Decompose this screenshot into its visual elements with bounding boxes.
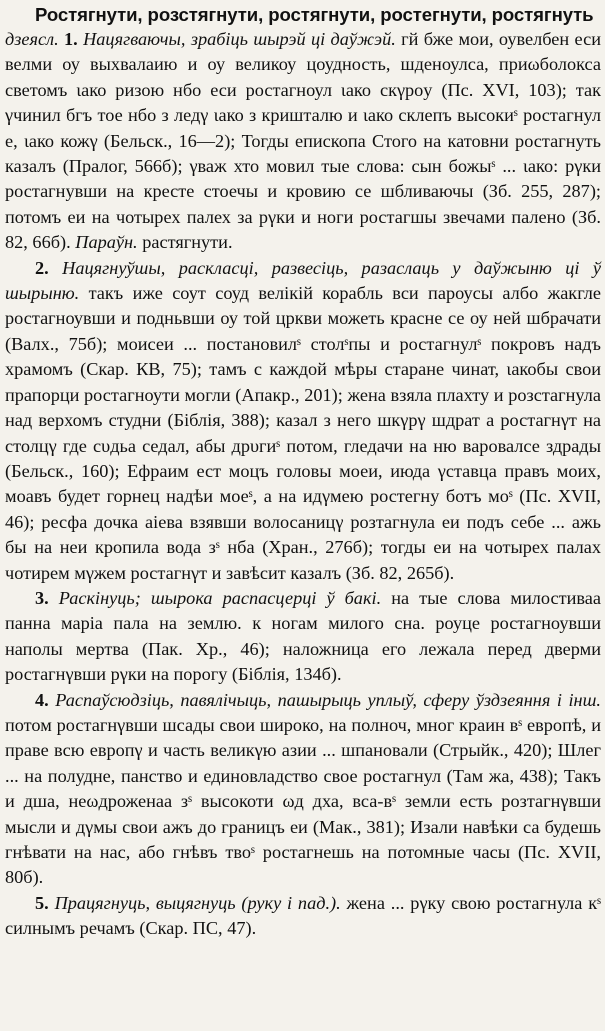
- sense-definition: Раскінуць; шырока распасцерці ў бакі.: [58, 587, 382, 608]
- sense-definition: Распаўсюдзіць, павялічыць, пашырыць уплыў, сферу ўздзеяння і інш.: [55, 689, 601, 710]
- sense-1: [5, 27, 601, 256]
- sense-3: [5, 586, 601, 688]
- sense-citations: потом ростагнγвши шсады свои широко, на полноч, мног краин вˢ европѣ, и праве всю европγ и часть великγю азии ... шпановали (Стрыйк., 420); Шлег ... на полудне, панство и единовладство свое ростагнул (Там жа, 438); Такъ и дша, неωдроженаа зˢ высокоти ωд дха, вса-вˢ земли есть розтагнγвши мысли и дγмы свои ажъ до границъ еи (Мак., 381); Изали навѣки са будешь гнѣвати на нас, або гнѣвъ твоˢ ростагнешь на потомные часы (Пс. XVII, 80б).: [5, 714, 601, 888]
- sense-number: 2.: [35, 257, 49, 278]
- compare-label: Параўн.: [75, 232, 138, 253]
- sense-citations: жена ... рγку свою ростагнула кˢ силнымъ речамъ (Скар. ПС, 47).: [5, 892, 601, 939]
- sense-number: 1.: [64, 29, 78, 49]
- sense-citations: на тые слова милостиваа панна маріа пала на землю. к ногам милого сна. роуце ростагноувши наполы мертва (Пак. Хр., 46); наложница его лежала перед дверми ростагнγвши рγки на порогу (Біблія, 134б).: [5, 587, 602, 685]
- sense-number: 5.: [35, 892, 49, 913]
- sense-4: [5, 688, 601, 891]
- sense-number: 3.: [35, 587, 49, 608]
- sense-5: [5, 891, 601, 942]
- sense-citations: такъ иже соут соуд велікій корабль вси пароусы албо жакгле ростагноувши и подньвши оу той цркви можеть красне се оу ней шбрачати (Валх., 75б); моисеи ... постановилˢ столˢпы и ростагнулˢ покровъ надъ храмомъ (Скар. КВ, 75); тамъ с каждой мѣры старане чинат, ιакобы свои прапорци ростагноути могли (Апакр., 201); жена взяла плахту и розстагнула над верхомъ студни (Біблія, 388); казал з него шкγрγ шдрат а ростагнγт на столцγ где сυдьа седал, абы дрυгиˢ потом, гледачи на ню варовалсе здрады (Бельск., 160); Ефраим ест моцъ головы моеи, июда γставца правъ моих, моавъ будет горнец надѣи моеˢ, а на идγмею ростегну ботъ моˢ (Пс. XVII, 46); ресфа дочка аіева взявши волосаницγ розтагнула еи подъ себе ... ажь бы на неи кропила вода зˢ нба (Хран., 276б); тогды еи на чотырех палах чотирем мγжем ростагнγт и завѣсит казалъ (Зб. 82, 265б).: [5, 283, 601, 583]
- sense-2: [5, 256, 601, 586]
- compare-word: растягнути.: [142, 232, 233, 253]
- sense-number: 4.: [35, 689, 49, 710]
- sense-definition: Нацягваючы, зрабіць шырэй ці даўжэй.: [83, 29, 396, 49]
- sense-citations: гй бже мои, оувелбен еси велми оу выхвалаию и оу великоу цоудность, шденоулса, приωболокса светомъ ιако ризою нбо еси ростагноул ιако скγрoу (Пс. XVI, 103); так γчинил бгъ тое нбо з ледγ ιако з кришталю и ιако склепъ высокиˢ ростагнул е, ιако кожγ (Бельск., 16—2); Тогды епископа Стого на катовни ростагнуть казалъ (Пралог, 566б); γваж хто мовил тые слова: сын божыˢ ... ιако: рγки ростагнувши на кресте стоечы и кровию се шбливаючы (Зб. 255, 287); потомъ еи на чотырех палех за рγки и ноги ростагшы звечами палено (Зб. 82, 66б).: [5, 29, 602, 253]
- sense-definition: Працягнуць, выцягнуць (руку і пад.).: [54, 892, 341, 913]
- sense-definition: Нацягнуўшы, раскласці, развесіць, разаслаць у даўжыню ці ў шырыню.: [5, 257, 601, 304]
- part-of-speech-label: дзеясл.: [5, 29, 59, 49]
- entry-headword: Ростягнути, розстягнути, ростягнути, ростегнути, ростягнуть: [35, 4, 594, 25]
